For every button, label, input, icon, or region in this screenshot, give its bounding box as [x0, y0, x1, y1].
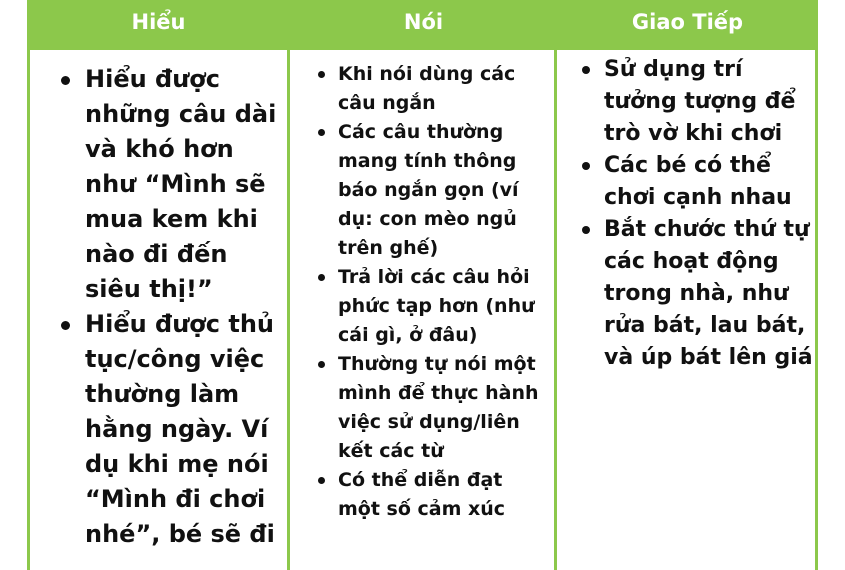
column-hieu	[30, 50, 287, 570]
list-hieu	[30, 50, 283, 552]
list-noi	[290, 50, 550, 524]
list-giao-tiep	[557, 50, 815, 374]
list-item: Khi nói dùng các câu ngắn	[338, 60, 550, 118]
list-item: Hiểu được những câu dài và khó hơn như “Mình sẽ mua kem khi nào đi đến siêu thị!”	[85, 62, 283, 307]
list-item: Các câu thường mang tính thông báo ngắn gọn (ví dụ: con mèo ngủ trên ghế)	[338, 118, 550, 263]
list-item: Sử dụng trí tưởng tượng để trò vờ khi chơi	[604, 54, 815, 150]
list-item: Có thể diễn đạt một số cảm xúc	[338, 466, 550, 524]
border-right	[815, 50, 818, 570]
table-header	[27, 0, 818, 50]
list-item: Các bé có thể chơi cạnh nhau	[604, 150, 815, 214]
list-item: Hiểu được thủ tục/công việc thường làm hằng ngày. Ví dụ khi mẹ nói “Mình đi chơi nhé”, bé sẽ đi	[85, 307, 283, 552]
header-noi: Nói	[403, 10, 444, 34]
development-table	[27, 0, 818, 560]
list-item: Thường tự nói một mình để thực hành việc sử dụng/liên kết các từ	[338, 350, 550, 466]
list-item: Trả lời các câu hỏi phức tạp hơn (như cái gì, ở đâu)	[338, 263, 550, 350]
list-item: Bắt chước thứ tự các hoạt động trong nhà, như rửa bát, lau bát, và úp bát lên giá	[604, 214, 815, 374]
column-noi	[290, 50, 554, 570]
header-hieu: Hiểu	[131, 10, 186, 34]
column-giao-tiep	[557, 50, 815, 570]
header-giao-tiep: Giao Tiếp	[631, 10, 744, 34]
